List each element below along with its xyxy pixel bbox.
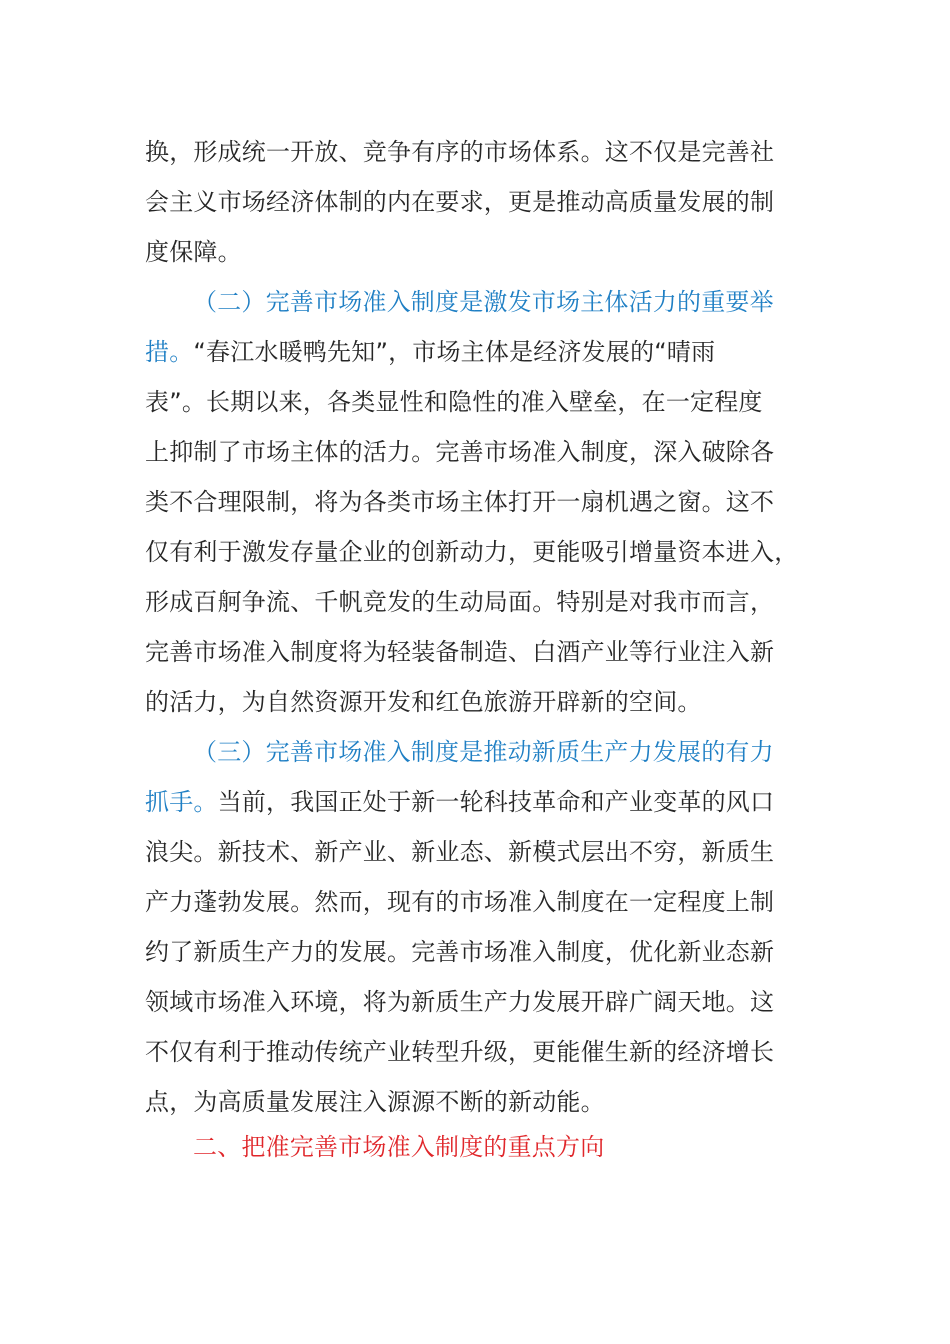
paragraph-line: 完善市场准入制度将为轻装备制造、白酒产业等行业注入新 bbox=[145, 638, 775, 666]
paragraph-line: 不仅有利于推动传统产业转型升级，更能催生新的经济增长 bbox=[145, 1038, 775, 1066]
paragraph-line: 类不合理限制，将为各类市场主体打开一扇机遇之窗。这不 bbox=[145, 488, 775, 516]
paragraph-line: 领域市场准入环境，将为新质生产力发展开辟广阔天地。这 bbox=[145, 988, 775, 1016]
paragraph-line: 仅有利于激发存量企业的创新动力，更能吸引增量资本进入， bbox=[145, 538, 799, 566]
paragraph-line: 的活力，为自然资源开发和红色旅游开辟新的空间。 bbox=[145, 688, 702, 716]
paragraph-line: 上抑制了市场主体的活力。完善市场准入制度，深入破除各 bbox=[145, 438, 775, 466]
paragraph-line: 点，为高质量发展注入源源不断的新动能。 bbox=[145, 1088, 605, 1116]
subheading-3-end: 抓手。 bbox=[145, 788, 218, 816]
subheading-2-end: 措。 bbox=[145, 338, 194, 366]
paragraph-line: 表”。长期以来，各类显性和隐性的准入壁垒，在一定程度 bbox=[145, 388, 763, 416]
paragraph-line: 度保障。 bbox=[145, 238, 242, 266]
paragraph-line bbox=[145, 327, 825, 377]
paragraph-line: 换，形成统一开放、竞争有序的市场体系。这不仅是完善社 bbox=[145, 138, 775, 166]
paragraph-text: 当前，我国正处于新一轮科技革命和产业变革的风口 bbox=[217, 788, 775, 816]
subheading-2-line: （二）完善市场准入制度是激发市场主体活力的重要举 bbox=[193, 288, 774, 316]
section-heading: 二、把准完善市场准入制度的重点方向 bbox=[193, 1133, 605, 1161]
paragraph-line: 约了新质生产力的发展。完善市场准入制度，优化新业态新 bbox=[145, 938, 775, 966]
paragraph-text: “春江水暖鸭先知”，市场主体是经济发展的“晴雨 bbox=[193, 338, 716, 366]
paragraph-line: 产力蓬勃发展。然而，现有的市场准入制度在一定程度上制 bbox=[145, 888, 775, 916]
paragraph-line: 浪尖。新技术、新产业、新业态、新模式层出不穷，新质生 bbox=[145, 838, 775, 866]
paragraph-line: 会主义市场经济体制的内在要求，更是推动高质量发展的制 bbox=[145, 188, 775, 216]
paragraph-line: 形成百舸争流、千帆竞发的生动局面。特别是对我市而言， bbox=[145, 588, 775, 616]
subheading-3-line: （三）完善市场准入制度是推动新质生产力发展的有力 bbox=[193, 738, 774, 766]
paragraph-line bbox=[145, 777, 825, 827]
